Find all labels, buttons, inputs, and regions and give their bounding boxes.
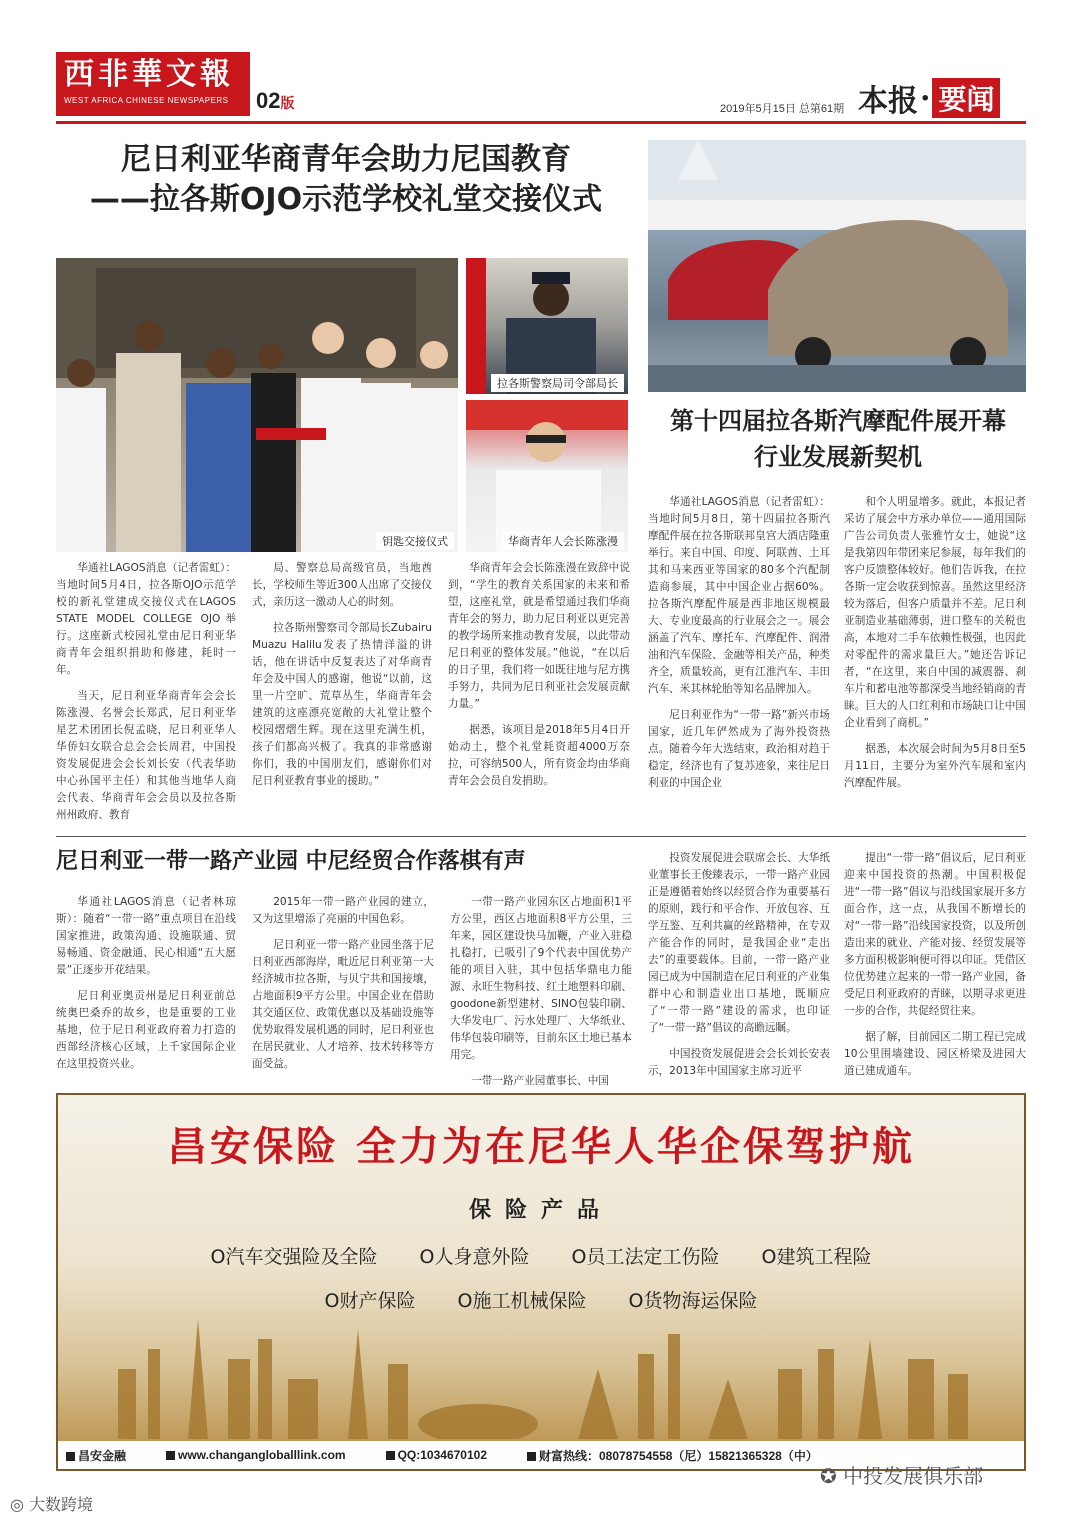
square-bullet-icon — [66, 1452, 75, 1461]
article3-column-1 — [56, 894, 236, 1082]
watermark-left-text: 大数跨境 — [29, 1495, 94, 1514]
paragraph: 投资发展促进会联席会长、大华纸业董事长王俊臻表示，一带一路产业园正是遵循着始终以经贸合作为重要基石的原则，践行和平合作、开放包容、互学互鉴、互利共赢的丝路精神，在专双产能合作的同时，是我国企业“走出去”的重要载体。目前，一带一路产业园已成为中国制造在尼日利亚的产业集群中心和制造业出口基地，既顺应了“一带一路”建设的需求，也印证了“一带一路”倡议的高瞻远瞩。 — [648, 852, 830, 1034]
square-bullet-icon — [166, 1451, 175, 1460]
article2-column-2 — [844, 494, 1026, 801]
caption-chairman: 华商青年人会长陈涨漫 — [502, 532, 624, 550]
paragraph: 据悉，该项目是2018年5月4日开始动土，整个礼堂耗资超4000万奈拉，可容纳500人，所有资金均由华商青年会会员自发捐助。 — [448, 724, 630, 787]
article2-headline — [648, 403, 1028, 475]
article3-column-3 — [450, 894, 632, 1099]
section-divider — [56, 836, 1026, 837]
ad-title: 昌安保险 全力为在尼华人华企保驾护航 — [167, 1124, 915, 1170]
section-title — [858, 76, 1000, 120]
logo-chinese: 西非華文報 — [64, 57, 234, 92]
article1-headline-line1: 尼日利亚华商青年会助力尼国教育 — [121, 142, 571, 177]
article3-headline: 尼日利亚一带一路产业园 中尼经贸合作落棋有声 — [56, 849, 526, 874]
insurance-advertisement — [56, 1093, 1026, 1471]
paragraph: 尼日利亚一带一路产业园坐落于尼日利亚西部海岸，毗近尼日利亚第一大经济城市拉各斯，与贝宁共和国接壤，占地面积9平方公里。中国企业在借助其交通区位、政策优惠以及基础设施等优势取得发展机遇的同时，尼日利亚也在居民就业、人才培养、技术转移等方面受益。 — [252, 939, 434, 1070]
product-item: O员工法定工伤险 — [571, 1246, 720, 1268]
wechat-icon: ✪ — [820, 1464, 844, 1488]
paragraph: 尼日利亚作为“一带一路”新兴市场国家，近几年俨然成为了海外投资热点。随着今年大选结束，政治相对趋于稳定，经济也有了复苏迹象，来往尼日利亚的中国企业 — [648, 709, 830, 789]
logo-english: WEST AFRICA CHINESE NEWSPAPERS — [64, 96, 229, 105]
city-skyline-illustration — [58, 1309, 1024, 1439]
chairman-illustration — [466, 400, 628, 552]
paragraph: 华通社LAGOS消息（记者雷虹）：当地时间5月4日，拉各斯OJO示范学校的新礼堂建成交接仪式在LAGOS STATE MODEL COLLEGE OJO举行。这座新式校园礼堂由尼日利亚华商青年会组织捐助和修建，耗时一年。 — [56, 562, 236, 676]
article3-column-5 — [844, 850, 1026, 1089]
paragraph: 2015年一带一路产业园的建立，又为这里增添了亮丽的中国色彩。 — [252, 896, 434, 925]
caption-key-handover: 钥匙交接仪式 — [376, 532, 454, 550]
photo-chairman — [466, 400, 628, 552]
paragraph: 和个人明显增多。就此，本报记者采访了展会中方承办单位——通用国际广告公司负责人张雅竹女士，她说“这是我第四年带团来尼参展，每年我们的客户反馈整体较好。他们告诉我，在拉各斯一定会收获到惊喜。虽然这里经济较为落后，但客户质量并不差。尼日利亚制造业基础薄弱，进口整车的关税也高，本地对二手车依赖性极强，也因此对零配件的需求量巨大。”她还告诉记者，“在这里，来自中国的减震器、刹车片和蓄电池等都深受当地经销商的青睐。巨大的人口红利和市场缺口让中国企业看到了商机。” — [844, 496, 1026, 729]
edition-suffix: 版 — [280, 95, 295, 111]
footer-qq-text: QQ:1034670102 — [397, 1448, 487, 1462]
paragraph: 尼日利亚奥贡州是尼日利亚前总统奥巴桑乔的故乡，也是重要的工业基地，位于尼日利亚政府着力打造的西部经济核心区域，上千家国际企业在这里投资兴业。 — [56, 990, 236, 1070]
watermark-left — [10, 1492, 93, 1515]
product-item: O财产保险 — [324, 1290, 416, 1312]
paragraph: 据悉，本次展会时间为5月8日至5月11日，主要分为室外汽车展和室内汽摩配件展。 — [844, 743, 1026, 789]
photo-police-commander — [466, 258, 628, 394]
article1-column-3 — [448, 560, 630, 799]
paragraph: 华通社LAGOS消息（记者雷虹）：当地时间5月8日，第十四届拉各斯汽摩配件展在拉各斯联邦皇宫大酒店隆重举行。来自中国、印度、阿联酋、土耳其和马来西亚等国家的80多个汽配制造商参展，其中中国企业占据60%。拉各斯汽摩配件展是西非地区规模最大、专业度最高的行业展会之一。展会涵盖了汽车、摩托车、汽摩配件、润滑油和汽车保险、金融等相关产品，种类齐全，质量较高，更有江淮汽车、丰田汽车、米其林轮胎等知名品牌加入。 — [648, 496, 830, 695]
footer-website[interactable] — [166, 1448, 346, 1462]
paragraph: 一带一路产业园董事长、中国 — [471, 1075, 609, 1087]
footer-brand — [66, 1447, 126, 1464]
product-item: O汽车交强险及全险 — [210, 1246, 378, 1268]
header-rule — [56, 121, 1026, 124]
photo-key-handover — [56, 258, 458, 552]
article1-column-2 — [252, 560, 432, 799]
article3-column-4 — [648, 850, 830, 1089]
ad-products-row-1 — [58, 1235, 1024, 1279]
footer-qq — [386, 1448, 487, 1462]
article1-headline — [56, 140, 636, 220]
people-illustration — [56, 258, 458, 552]
square-bullet-icon — [386, 1451, 395, 1460]
footer-hotline — [527, 1447, 818, 1464]
section-name: 本报 — [858, 84, 918, 119]
article1-headline-line2: ——拉各斯OJO示范学校礼堂交接仪式 — [89, 182, 603, 217]
paragraph: 当天，尼日利亚华商青年会会长陈涨漫、名誉会长郑武，尼日利亚华星艺术团团长倪孟晓，尼日利亚华人华侨妇女联合总会会长周君，中国投资发展促进会会长刘长安（代表华助中心孙国平主任）和其他当地华人商会代表、华商青年会会员以及拉各斯州州政府、教育 — [56, 690, 236, 821]
paragraph: 提出“一带一路”倡议后，尼日利亚迎来中国投资的热潮。中国积极促进“一带一路”倡议与沿线国家展开多方面合作，这一点，从我国不断增长的对“一带一路”沿线国家投资，以及所创造出来的就业、产能对接、经贸发展等多方面积极影响便可得以印证。凭借区位优势建立起来的一带一路产业园，备受尼日利亚政府的青睐，以期寻求更进一步的合作，共促经贸往来。 — [844, 852, 1026, 1017]
product-item: O人身意外险 — [419, 1246, 530, 1268]
footer-brand-text: 昌安金融 — [78, 1448, 127, 1463]
section-dot: · — [920, 80, 931, 116]
masthead-logo — [56, 52, 250, 116]
article2-headline-line1: 第十四届拉各斯汽摩配件展开幕 — [670, 406, 1006, 435]
section-badge: 要闻 — [932, 78, 1000, 118]
ad-subtitle: 保险产品 — [468, 1198, 613, 1223]
product-item: O建筑工程险 — [761, 1246, 872, 1268]
edition-label — [256, 88, 294, 114]
watermark-right-text: 中投发展俱乐部 — [843, 1464, 984, 1488]
footer-hotline-text: 财富热线：08078754558（尼）15821365328（中） — [539, 1448, 818, 1463]
paragraph: 华通社LAGOS消息（记者林琼斯）：随着“一带一路”重点项目在沿线国家推进，政策沟通、设施联通、贸易畅通、资金融通、民心相通“五大愿景”正逐步开花结果。 — [56, 896, 236, 976]
article2-headline-line2: 行业发展新契机 — [754, 442, 922, 471]
issue-date: 2019年5月15日 总第61期 — [720, 103, 845, 115]
paragraph: 拉各斯州警察司令部局长Zubairu Muazu Halilu发表了热情洋溢的讲话，他在讲话中反复表达了对华商青年会及中国人的感谢，他说“以前，这里一片空旷、荒草丛生，华商青年会建筑的这座漂亮宽敞的大礼堂让整个校园熠熠生辉。现在这里充满生机，孩子们都高兴极了。我真的非常感谢你们，我的中国朋友们，感谢你们对尼日利亚教育事业的援助。” — [252, 622, 432, 787]
paragraph: 一带一路产业园东区占地面积1平方公里，西区占地面积8平方公里，三年来，园区建设快马加鞭，产业入驻稳扎稳打，已吸引了9个代表中国优势产能的项目入驻，其中包括华鼎电力能源、永旺生物科技、红土地塑料印刷、goodone新型建材、SINO包装印刷、大华发电厂、污水处理厂、大华纸业、伟华包装印刷等，目前东区土地已基本用完。 — [450, 896, 632, 1061]
article2-column-1 — [648, 494, 830, 801]
article3-column-2 — [252, 894, 434, 1082]
paragraph: 据了解，目前园区二期工程已完成10公里围墙建设、园区桥梁及进园大道已建成通车。 — [844, 1031, 1026, 1077]
caption-police-commander: 拉各斯警察局司令部局长 — [491, 374, 624, 392]
footer-website-text: www.changangloballlink.com — [178, 1448, 346, 1462]
square-bullet-icon — [527, 1452, 536, 1461]
product-item: O货物海运保险 — [628, 1290, 758, 1312]
paragraph: 局、警察总局高级官员，当地酋长，学校师生等近300人出席了交接仪式，亲历这一激动人心的时刻。 — [252, 562, 432, 608]
cars-illustration — [648, 140, 1026, 392]
watermark-right — [820, 1460, 983, 1489]
edition-number: 02 — [256, 88, 281, 113]
weibo-icon: ◎ — [10, 1495, 30, 1514]
article1-column-1 — [56, 560, 236, 833]
paragraph: 中国投资发展促进会会长刘长安表示，2013年中国国家主席习近平 — [648, 1048, 830, 1077]
photo-auto-expo — [648, 140, 1026, 392]
paragraph: 华商青年会会长陈涨漫在致辞中说到，“学生的教育关系国家的未来和希望，这座礼堂，就是希望通过我们华商青年会的努力，助力尼日利亚以更完善的教学场所来推动教育发展，以此带动尼日利亚的整体发展。”他说，“在以后的日子里，我们将一如既往地与尼方携手努力，共同为尼日利亚社会发展贡献力量。” — [448, 562, 630, 710]
product-item: O施工机械保险 — [457, 1290, 587, 1312]
